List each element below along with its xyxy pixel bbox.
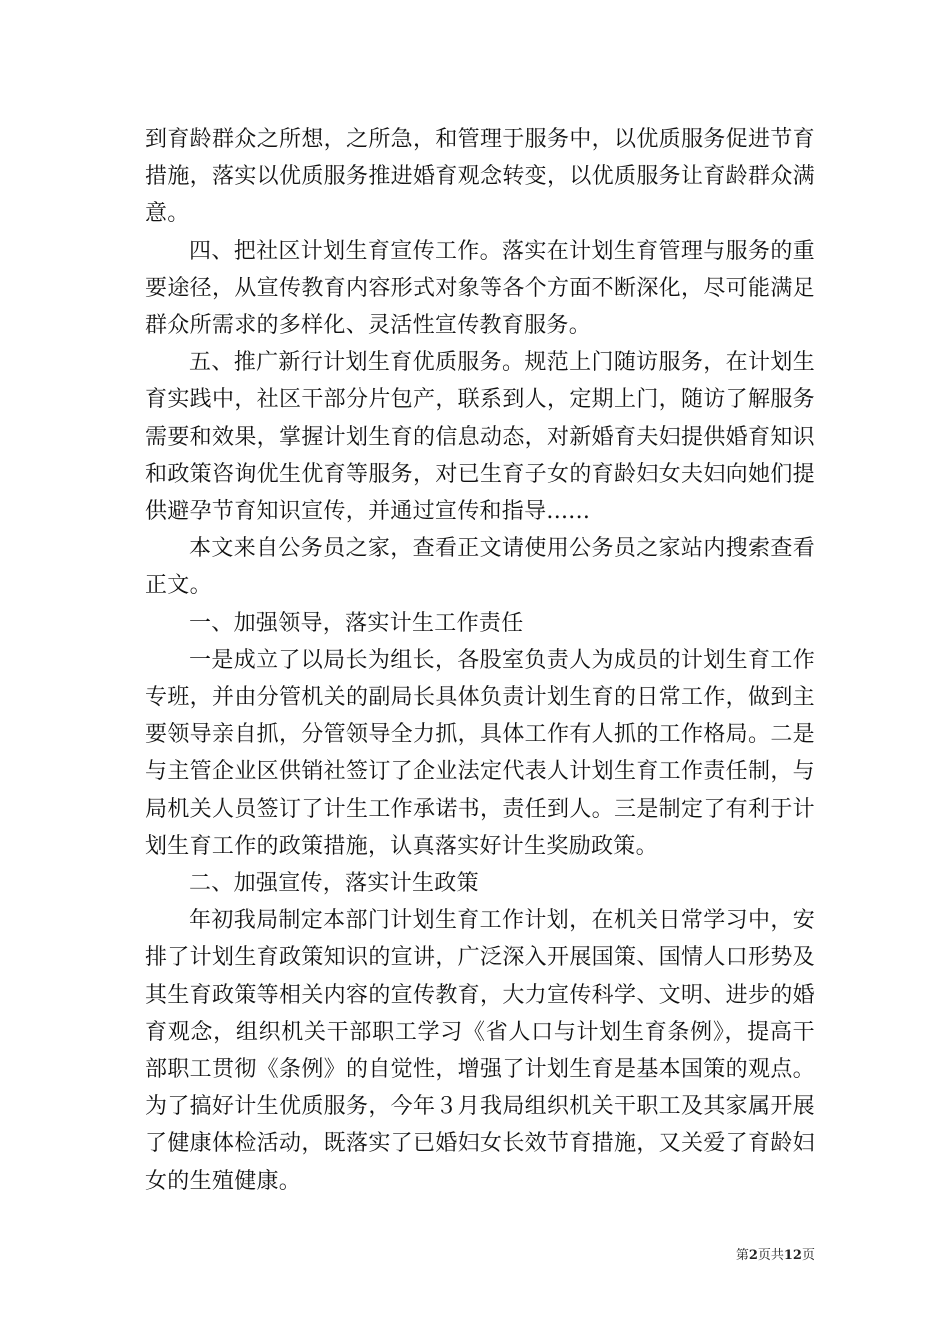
total-page-number: 12 [783, 1248, 802, 1263]
page-number-footer [700, 1244, 815, 1263]
paragraph-1: 到育龄群众之所想，之所急，和管理于服务中，以优质服务促进节育措施，落实以优质服务推进婚育观念转变，以优质服务让育龄群众满意。 [145, 127, 815, 227]
paragraph-3: 五、推广新行计划生育优质服务。规范上门随访服务，在计划生育实践中，社区干部分片包产，联系到人，定期上门，随访了解服务需要和效果，掌握计划生育的信息动态，对新婚育夫妇提供婚育知识和政策咨询优生优育等服务，对已生育子女的育龄妇女夫妇向她们提供避孕节育知识宣传，并通过宣传和指导...... [145, 350, 815, 525]
section-heading-1: 一、加强领导，落实计生工作责任 [189, 610, 524, 636]
section-heading-2: 二、加强宣传，落实计生政策 [189, 871, 479, 897]
document-body [145, 121, 815, 1200]
paragraph-5: 一是成立了以局长为组长，各股室负责人为成员的计划生育工作专班，并由分管机关的副局长具体负责计划生育的日常工作，做到主要领导亲自抓，分管领导全力抓，具体工作有人抓的工作格局。二是与主管企业区供销社签订了企业法定代表人计划生育工作责任制，与局机关人员签订了计生工作承诺书，责任到人。三是制定了有利于计划生育工作的政策措施，认真落实好计生奖励政策。 [145, 647, 815, 859]
footer-suffix: 页 [801, 1248, 815, 1263]
footer-middle: 页共 [757, 1248, 784, 1263]
paragraph-4: 本文来自公务员之家，查看正文请使用公务员之家站内搜索查看正文。 [145, 536, 815, 599]
paragraph-2: 四、把社区计划生育宣传工作。落实在计划生育管理与服务的重要途径，从宣传教育内容形式对象等各个方面不断深化，尽可能满足群众所需求的多样化、灵活性宣传教育服务。 [145, 238, 815, 339]
paragraph-6: 年初我局制定本部门计划生育工作计划，在机关日常学习中，安排了计划生育政策知识的宣讲，广泛深入开展国策、国情人口形势及其生育政策等相关内容的宣传教育，大力宣传科学、文明、进步的婚育观念，组织机关干部职工学习《省人口与计划生育条例》，提高干部职工贯彻《条例》的自觉性，增强了计划生育是基本国策的观点。为了搞好计生优质服务，今年３月我局组织机关干职工及其家属开展了健康体检活动，既落实了已婚妇女长效节育措施，又关爱了育龄妇女的生殖健康。 [145, 908, 815, 1194]
current-page-number: 2 [748, 1248, 758, 1263]
footer-prefix: 第 [735, 1248, 749, 1263]
